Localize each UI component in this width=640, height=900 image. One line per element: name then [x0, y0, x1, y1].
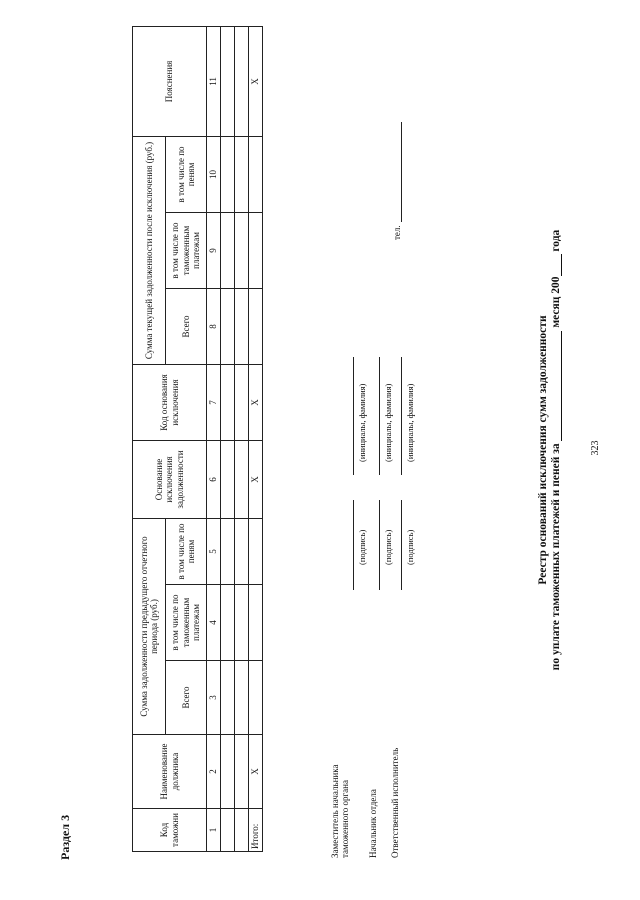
x-mark: X: [249, 26, 263, 136]
x-mark: X: [249, 440, 263, 518]
executor-name-line: [401, 357, 402, 475]
dept-head-signature-line: [379, 500, 380, 590]
year-blank: [550, 255, 562, 277]
cell: [235, 518, 249, 584]
total-row: [249, 26, 263, 851]
cell: [235, 661, 249, 735]
executor-label: Ответственный исполнитель: [390, 747, 400, 858]
col-number: 2: [207, 735, 221, 809]
register-table: [132, 26, 263, 852]
signature-caption: (подпись): [405, 529, 415, 565]
col-number: 8: [207, 288, 221, 364]
cell: [235, 585, 249, 661]
table-row: [235, 26, 249, 851]
header-prev-penalty: в том числе по пеням: [166, 518, 207, 584]
cell: [249, 518, 263, 584]
deputy-head-label-line2: таможенного органа: [340, 780, 350, 858]
initials-caption: (инициалы, фамилия): [357, 383, 367, 462]
subtitle-part-c: года: [550, 229, 562, 252]
col-number: 10: [207, 136, 221, 212]
tel-line: [401, 122, 402, 222]
col-number: 11: [207, 26, 221, 136]
column-numbers-row: [207, 26, 221, 851]
signature-caption: (подпись): [383, 529, 393, 565]
cell: [221, 809, 235, 852]
col-number: 6: [207, 440, 221, 518]
cell: [235, 212, 249, 288]
header-code: Код таможни: [133, 809, 207, 852]
deputy-head-label-line1: Заместитель начальника: [330, 764, 340, 858]
deputy-signature-line: [353, 500, 354, 590]
cell: [235, 440, 249, 518]
cell: [221, 518, 235, 584]
subtitle-part-a: по уплате таможенных платежей и пеней за: [550, 443, 562, 671]
dept-head-label: Начальник отдела: [368, 789, 378, 858]
subtitle-part-b: месяц 200: [550, 276, 562, 328]
cell: [221, 364, 235, 440]
dept-head-name-line: [379, 357, 380, 475]
cell: [235, 809, 249, 852]
cell: [221, 440, 235, 518]
cell: [221, 735, 235, 809]
x-mark: X: [249, 735, 263, 809]
col-number: 1: [207, 809, 221, 852]
cell: [221, 136, 235, 212]
cell: [221, 661, 235, 735]
initials-caption: (инициалы, фамилия): [383, 383, 393, 462]
cell: [235, 136, 249, 212]
header-basis-code: Код основания исключения: [133, 364, 207, 440]
section-heading: Раздел 3: [58, 814, 72, 860]
executor-signature-line: [401, 500, 402, 590]
total-label: Итого:: [249, 809, 263, 852]
cell: [249, 288, 263, 364]
header-prev-customs: в том числе по таможенным платежам: [166, 585, 207, 661]
cell: [249, 661, 263, 735]
cell: [235, 26, 249, 136]
deputy-name-line: [353, 357, 354, 475]
cell: [249, 136, 263, 212]
document-title: Реестр оснований исключения сумм задолженности: [537, 315, 549, 585]
cell: [221, 26, 235, 136]
signature-caption: (подпись): [357, 529, 367, 565]
header-name: Наименование должника: [133, 735, 207, 809]
col-number: 7: [207, 364, 221, 440]
cell: [235, 364, 249, 440]
col-number: 9: [207, 212, 221, 288]
header-prev-total: Всего: [166, 661, 207, 735]
page-number: 323: [590, 440, 601, 456]
col-number: 5: [207, 518, 221, 584]
initials-caption: (инициалы, фамилия): [405, 383, 415, 462]
header-cur-penalty: в том числе по пеням: [166, 136, 207, 212]
x-mark: X: [249, 364, 263, 440]
header-prev-debt: Сумма задолженности предыдущего отчетного периода (руб.): [133, 518, 166, 734]
cell: [221, 212, 235, 288]
document-subtitle: [550, 150, 562, 750]
tel-label: тел.: [392, 225, 402, 240]
cell: [235, 288, 249, 364]
table-row: [221, 26, 235, 851]
header-cur-total: Всего: [166, 288, 207, 364]
cell: [249, 212, 263, 288]
header-current-debt: Сумма текущей задолженности после исключения (руб.): [133, 136, 166, 364]
cell: [249, 585, 263, 661]
header-cur-customs: в том числе по таможенным платежам: [166, 212, 207, 288]
period-blank: [550, 331, 562, 441]
col-number: 4: [207, 585, 221, 661]
header-basis: Основание исключения задолженности: [133, 440, 207, 518]
deputy-head-label: [330, 765, 350, 858]
cell: [221, 288, 235, 364]
col-number: 3: [207, 661, 221, 735]
header-notes: Пояснения: [133, 26, 207, 136]
cell: [235, 735, 249, 809]
cell: [221, 585, 235, 661]
